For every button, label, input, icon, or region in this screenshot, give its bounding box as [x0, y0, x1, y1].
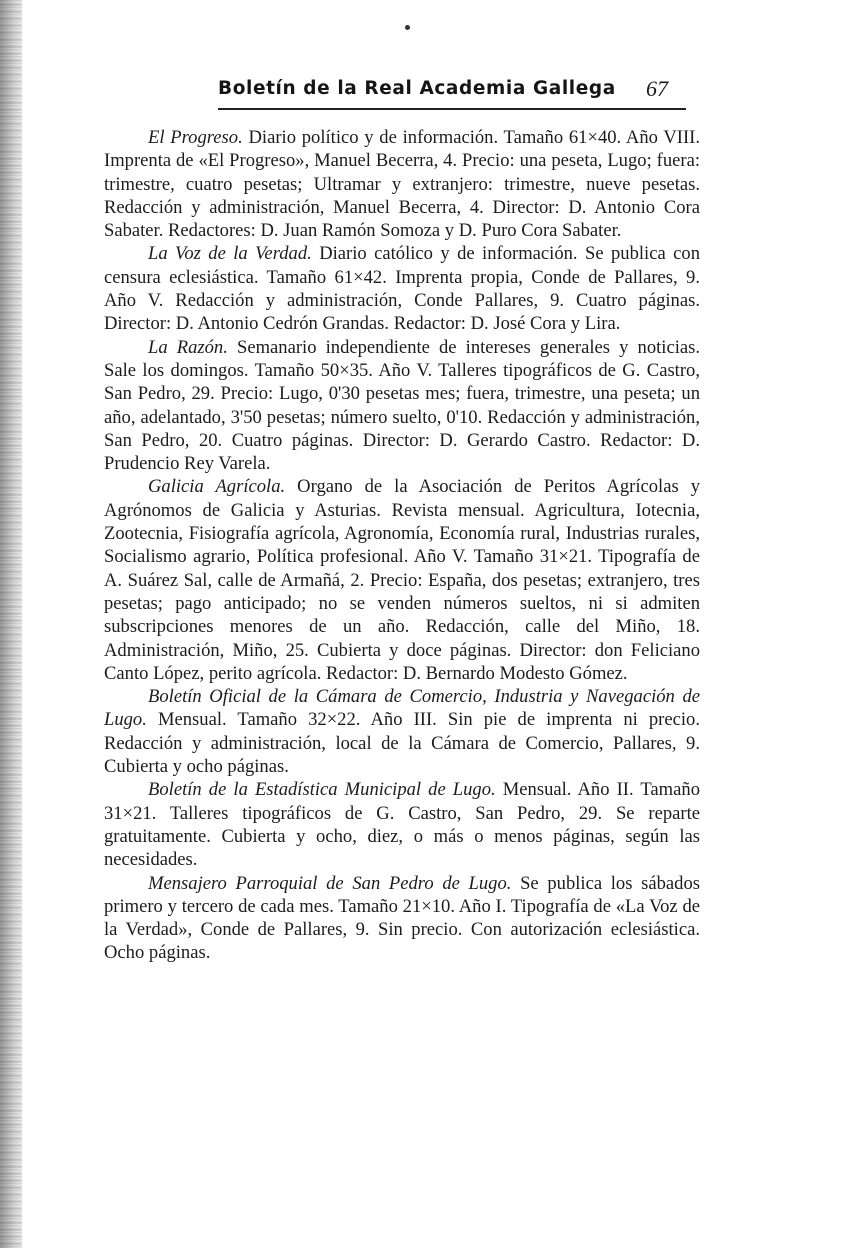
entry-title: El Progreso.	[148, 127, 243, 148]
entry-title: Boletín de la Estadística Municipal de Lugo.	[148, 779, 496, 801]
entry-text: Mensual. Tamaño 32×22. Año III. Sin pie de imprenta ni precio. Redacción y administración, local de la Cámara de Comercio, Pallares, 9. Cubierta y ocho páginas.	[104, 709, 700, 778]
entry-galicia-agricola	[104, 475, 700, 685]
entry-text: Organo de la Asociación de Peritos Agrícolas y Agrónomos de Galicia y Asturias. Revista mensual. Agricultura, Iotecnia, Zootecnia, Fisiografía agrícola, Agronomía, Economía rural, Industrias rurales, Socialismo agrario, Política profesional. Año V. Tamaño 31×21. Tipografía de A. Suárez Sal, calle de Armañá, 2. Precio: España, dos pesetas; extranjero, tres pesetas; pago anticipado; no se venden números sueltos, ni si admiten subscripciones menores de un año. Redacción, calle del Miño, 18. Administración, Miño, 25. Cubierta y doce páginas. Director: don Feliciano Canto López, perito agrícola. Redactor: D. Bernardo Modesto Gómez.	[104, 476, 700, 684]
entry-la-razon	[104, 336, 700, 476]
running-title: Boletín de la Real Academia Gallega	[218, 78, 616, 99]
entry-el-progreso	[104, 126, 700, 242]
page-edge-shadow	[0, 0, 22, 1248]
entry-title: Galicia Agrícola.	[148, 476, 286, 498]
entry-text: Semanario independiente de intereses generales y noticias. Sale los domingos. Tamaño 50×35. Año V. Talleres tipográficos de G. Castro, San Pedro, 29. Precio: Lugo, 0'30 pesetas mes; fuera, trimestre, una peseta; un año, adelantado, 3'50 pesetas; número suelto, 0'10. Redacción y administración, San Pedro, 20. Cuatro páginas. Director: D. Gerardo Castro. Redactor: D. Prudencio Rey Varela.	[104, 336, 701, 475]
entry-title: Boletín Oficial de la Cámara de Comercio, Industria y Navegación de Lugo.	[104, 686, 700, 731]
running-header	[218, 74, 686, 110]
entry-title: Mensajero Parroquial de San Pedro de Lugo.	[148, 872, 512, 894]
entry-boletin-estadistica-municipal	[104, 778, 700, 871]
print-speck	[405, 25, 410, 30]
entry-title: La Razón.	[148, 336, 228, 358]
entry-la-voz-de-la-verdad	[104, 242, 700, 335]
entry-text: Diario católico y de información. Se publica con censura eclesiástica. Tamaño 61×42. Imprenta propia, Conde de Pallares, 9. Año V. Redacción y administración, Conde Pallares, 9. Cuatro páginas. Director: D. Antonio Cedrón Grandas. Redactor: D. José Cora y Lira.	[104, 243, 700, 335]
entry-mensajero-parroquial	[104, 872, 700, 965]
entry-text: Mensual. Año II. Tamaño 31×21. Talleres tipográficos de G. Castro, San Pedro, 29. Se reparte gratuitamente. Cubierta y ocho, diez, o más o menos páginas, según las necesidades.	[104, 779, 700, 871]
body-text	[104, 126, 700, 965]
entry-boletin-camara-comercio	[104, 685, 700, 778]
entry-text: Diario político y de información. Tamaño 61×40. Año VIII. Imprenta de «El Progreso», Manuel Becerra, 4. Precio: una peseta, Lugo; fuera: trimestre, cuatro pesetas; Ultramar y extranjero: trimestre, nueve pesetas. Redacción y administración, Manuel Becerra, 4. Director: D. Antonio Cora Sabater. Redactores: D. Juan Ramón Somoza y D. Puro Cora Sabater.	[104, 127, 700, 242]
page-number: 67	[646, 76, 668, 101]
entry-title: La Voz de la Verdad.	[148, 243, 312, 265]
entry-text: Se publica los sábados primero y tercero de cada mes. Tamaño 21×10. Año I. Tipografía de «La Voz de la Verdad», Conde de Pallares, 9. Sin precio. Con autorización eclesiástica. Ocho páginas.	[104, 872, 700, 964]
